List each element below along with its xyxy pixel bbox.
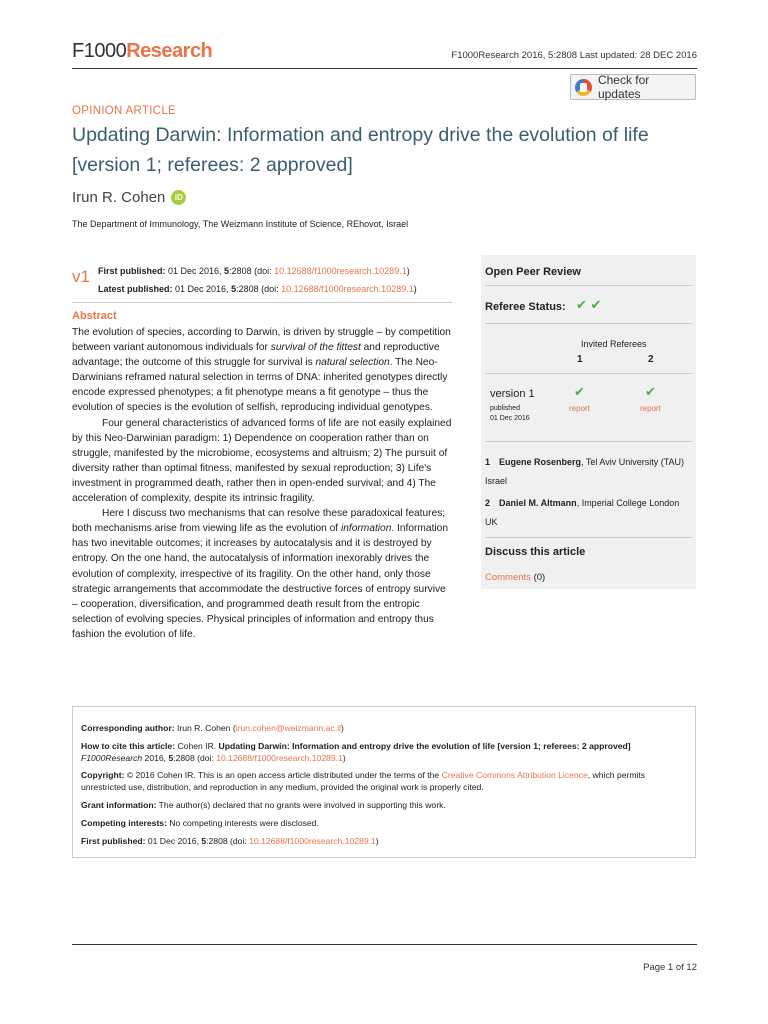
cite-journal: F1000Research bbox=[81, 753, 143, 763]
first-published-info-line bbox=[81, 835, 689, 847]
corresponding-author-close: ) bbox=[340, 723, 344, 733]
invited-referees-label: Invited Referees bbox=[581, 339, 647, 349]
review-version-label: version 1 bbox=[490, 388, 535, 400]
open-peer-review-title: Open Peer Review bbox=[485, 266, 581, 278]
info-first-published-volume: 5 bbox=[201, 836, 207, 846]
referee-number-1: 1 bbox=[577, 354, 583, 365]
latest-published-line bbox=[98, 284, 417, 294]
article-title: Updating Darwin: Information and entropy drive the evolution of life [version 1; referees: 2 approved] bbox=[72, 124, 649, 176]
cc-licence-link[interactable]: Creative Commons Attribution Licence bbox=[441, 770, 588, 780]
latest-published-close: ) bbox=[413, 284, 417, 294]
check-for-updates-label: Check for updates bbox=[597, 73, 650, 101]
latest-published-article: :2808 (doi: bbox=[236, 284, 282, 294]
approved-check-icon: ✔ bbox=[645, 384, 656, 399]
grant-information-label: Grant information: bbox=[81, 800, 157, 810]
open-peer-review-panel bbox=[481, 255, 696, 589]
how-to-cite-label: How to cite this article: bbox=[81, 741, 176, 751]
footer-divider bbox=[72, 944, 697, 945]
competing-interests-line bbox=[81, 817, 689, 829]
logo-research: Research bbox=[126, 40, 213, 62]
discuss-article-heading: Discuss this article bbox=[485, 546, 586, 558]
review-divider bbox=[485, 537, 692, 538]
abstract-p1-b: and reproductive advantage; the outcome of this struggle for survival is bbox=[72, 342, 440, 369]
corresponding-author-label: Corresponding author: bbox=[81, 723, 175, 733]
abstract-p1-c: . The Neo-Darwinians reframed natural selection in terms of DNA: inherited genotypes directly encode expressed phenotypes; a fit phenotype means a fit genotype – thus the evolution of species is the evolution of selfish, reproducing individual genotypes. bbox=[72, 357, 448, 414]
first-published-doi-link[interactable]: 10.12688/f1000research.10289.1 bbox=[274, 266, 407, 276]
copyright-line bbox=[81, 769, 689, 793]
latest-published-date: 01 Dec 2016, bbox=[172, 284, 232, 294]
referee-status-label: Referee Status: bbox=[485, 301, 566, 313]
referee-number-2: 2 bbox=[648, 354, 654, 365]
check-for-updates-button[interactable] bbox=[570, 74, 696, 100]
abstract-p1-italic-2: natural selection bbox=[315, 357, 390, 369]
crossmark-icon bbox=[575, 79, 592, 96]
latest-published-label: Latest published: bbox=[98, 284, 173, 294]
abstract-p1-italic-1: survival of the fittest bbox=[270, 342, 361, 354]
author-affiliation: The Department of Immunology, The Weizmann Institute of Science, REhovot, Israel bbox=[72, 219, 409, 229]
copyright-text-b: , which permits unrestricted use, distribution, and reproduction in any medium, provided the original work is properly cited. bbox=[81, 770, 646, 792]
competing-interests-text: No competing interests were disclosed. bbox=[166, 818, 319, 828]
review-published-date: 01 Dec 2016 bbox=[490, 415, 530, 422]
comments-line bbox=[485, 572, 545, 583]
author-line bbox=[72, 189, 186, 206]
author-name[interactable]: Irun R. Cohen bbox=[72, 189, 166, 206]
info-first-published-label: First published: bbox=[81, 836, 146, 846]
referee-2-entry bbox=[485, 494, 685, 532]
cite-year: 2016, bbox=[142, 753, 169, 763]
info-first-published-article: :2808 (doi: bbox=[206, 836, 250, 846]
f1000research-logo[interactable] bbox=[72, 40, 212, 63]
referee-2-report-link[interactable]: report bbox=[640, 404, 661, 413]
review-divider bbox=[485, 285, 692, 286]
abstract-p3-b: . Information has two inevitable outcomes; it increases by autocatalysis and it is destroyed by entropy. On the one hand, the autocatalysis of information inexorably drives the evolution of complexity, irrespective of its fragility. On the other hand, only those strategic arrangements that accommodate the destructive forces of entropy survive – cooperation, diversification, and programmed death result from the entropic selection of evolving species. Physical principles of information and entropy thus fashion the evolution of life. bbox=[72, 523, 448, 640]
corresponding-author-line bbox=[81, 722, 689, 734]
referee-1-entry bbox=[485, 453, 685, 491]
review-published-label: published bbox=[490, 405, 520, 412]
review-divider bbox=[485, 373, 692, 374]
referee-1-report-link[interactable]: report bbox=[569, 404, 590, 413]
page-number: Page 1 of 12 bbox=[643, 962, 697, 973]
cite-volume: 5 bbox=[168, 753, 174, 763]
referee-2-institution: , Imperial College London UK bbox=[485, 498, 680, 527]
referee-2-number: 2 bbox=[485, 498, 491, 508]
cite-close: ) bbox=[342, 753, 346, 763]
abstract-heading: Abstract bbox=[72, 310, 117, 322]
cite-article: :2808 (doi: bbox=[173, 753, 217, 763]
cite-doi-link[interactable]: 10.12688/f1000research.10289.1 bbox=[216, 753, 343, 763]
cite-author: Cohen IR. bbox=[175, 741, 219, 751]
abstract-p1-a: The evolution of species, according to Darwin, is driven by struggle – by competition between variant autonomous individuals for bbox=[72, 327, 451, 354]
corresponding-author-email-link[interactable]: irun.cohen@weizmann.ac.il bbox=[235, 723, 341, 733]
competing-interests-label: Competing interests: bbox=[81, 818, 167, 828]
latest-published-doi-link[interactable]: 10.12688/f1000research.10289.1 bbox=[281, 284, 414, 294]
first-published-volume: 5 bbox=[224, 266, 230, 276]
header-divider bbox=[72, 68, 697, 69]
first-published-close: ) bbox=[406, 266, 410, 276]
grant-information-line bbox=[81, 799, 689, 811]
abstract-p3-italic: information bbox=[340, 523, 392, 535]
how-to-cite-line bbox=[81, 740, 689, 764]
info-first-published-doi-link[interactable]: 10.12688/f1000research.10289.1 bbox=[249, 836, 376, 846]
referee-2-name: Daniel M. Altmann bbox=[499, 498, 577, 508]
first-published-article: :2808 (doi: bbox=[229, 266, 275, 276]
abstract-body bbox=[72, 325, 452, 642]
corresponding-author-name: Irun R. Cohen ( bbox=[174, 723, 236, 733]
abstract-paragraph-2: Four general characteristics of advanced forms of life are not easily explained by this Neo-Darwinian paradigm: 1) Dependence on cooperation rather than on struggle, manifested by the microbiome, ecosystems and altruism; 2) The pursuit of diversity rather than optimal fitness, manifested by sexual reproduction; 3) Life's investment in programmed death, rather then in open-ended survival; and 4) The acceleration of complexity, despite its intrinsic fragility. bbox=[72, 417, 452, 505]
review-divider bbox=[485, 441, 692, 442]
info-first-published-close: ) bbox=[375, 836, 379, 846]
first-published-line bbox=[98, 266, 410, 276]
review-divider bbox=[485, 323, 692, 324]
first-published-date: 01 Dec 2016, bbox=[165, 266, 225, 276]
logo-f1000: F1000 bbox=[72, 40, 127, 62]
first-published-label: First published: bbox=[98, 266, 166, 276]
referee-status-check-icons: ✔ ✔ bbox=[576, 297, 602, 312]
comments-count: (0) bbox=[530, 572, 546, 583]
abstract-paragraph-1 bbox=[72, 325, 452, 416]
referee-1-name: Eugene Rosenberg bbox=[499, 457, 582, 467]
version-label: v1 bbox=[72, 267, 90, 286]
article-info-box bbox=[72, 706, 696, 858]
copyright-text-a: © 2016 Cohen IR. This is an open access article distributed under the terms of the bbox=[124, 770, 442, 780]
header-citation-line: F1000Research 2016, 5:2808 Last updated: 28 DEC 2016 bbox=[451, 50, 697, 61]
referee-1-number: 1 bbox=[485, 457, 491, 467]
version-divider bbox=[72, 302, 452, 303]
grant-information-text: The author(s) declared that no grants were involved in supporting this work. bbox=[156, 800, 446, 810]
abstract-p3-a: Here I discuss two mechanisms that can resolve these paradoxical features; both mechanisms arise from viewing life as the evolution of bbox=[72, 508, 446, 535]
info-first-published-date: 01 Dec 2016, bbox=[145, 836, 202, 846]
orcid-icon[interactable]: iD bbox=[171, 190, 186, 205]
referee-1-institution: , Tel Aviv University (TAU) Israel bbox=[485, 457, 685, 486]
approved-check-icon: ✔ bbox=[574, 384, 585, 399]
abstract-paragraph-3 bbox=[72, 506, 452, 642]
latest-published-volume: 5 bbox=[231, 284, 237, 294]
copyright-label: Copyright: bbox=[81, 770, 125, 780]
comments-link[interactable]: Comments bbox=[485, 572, 531, 583]
cite-title: Updating Darwin: Information and entropy drive the evolution of life [version 1; referees: 2 approved] bbox=[218, 741, 631, 751]
article-type: OPINION ARTICLE bbox=[72, 105, 176, 117]
